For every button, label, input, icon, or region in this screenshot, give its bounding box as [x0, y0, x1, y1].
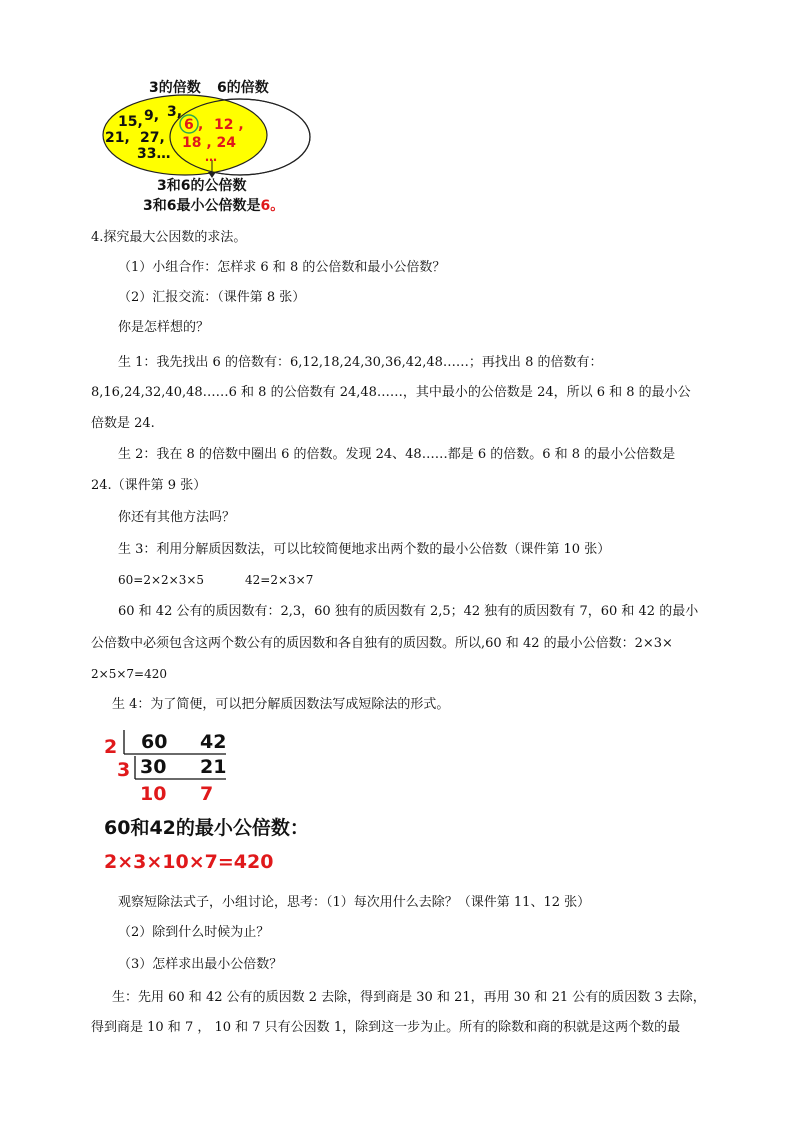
paragraph-line: 4.探究最大公因数的求法。: [91, 230, 247, 245]
dividend-a1: 60: [141, 731, 168, 753]
paragraph-line: 生 2：我在 8 的倍数中圈出 6 的倍数。发现 24、48……都是 6 的倍数。6 和 8 的最小公倍数是: [118, 447, 676, 462]
venn-left-number: 9,: [144, 108, 160, 124]
quotient-2: 7: [200, 783, 214, 805]
venn-label-left: 3的倍数: [149, 80, 201, 96]
venn-left-number: 3,: [167, 104, 183, 120]
paragraph-line: 你是怎样想的？: [118, 320, 210, 335]
venn-label-right: 6的倍数: [217, 80, 269, 96]
paragraph-line: 你还有其他方法吗？: [118, 510, 236, 525]
paragraph-line: 生 3：利用分解质因数法，可以比较简便地求出两个数的最小公倍数（课件第 10 张）: [118, 542, 611, 557]
dividend-a2: 30: [140, 756, 167, 778]
lcm-formula: 2×3×10×7=420: [104, 851, 274, 873]
paragraph-line: （2）除到什么时候为止？: [118, 925, 270, 940]
divisor-1: 2: [104, 736, 118, 758]
factorization-42: 42=2×3×7: [245, 573, 314, 587]
venn-caption-lcm-value: 6。: [260, 198, 285, 214]
paragraph-line: （1）小组合作：怎样求 6 和 8 的公倍数和最小公倍数？: [118, 260, 446, 275]
venn-left-number: 27,: [140, 130, 165, 146]
paragraph-line: （3）怎样求出最小公倍数？: [118, 957, 283, 972]
divisor-2: 3: [117, 759, 131, 781]
paragraph-line: 倍数是 24.: [91, 416, 155, 431]
paragraph-line: 8,16,24,32,40,48……6 和 8 的公倍数有 24,48……，其中最小的公倍数是 24，所以 6 和 8 的最小公: [91, 385, 691, 400]
paragraph-line: 得到商是 10 和 7 ， 10 和 7 只有公因数 1，除到这一步为止。所有的除数和商的积就是这两个数的最: [91, 1020, 681, 1035]
factorization-60: 60=2×2×3×5: [118, 573, 205, 587]
venn-common-number: ,: [198, 117, 204, 133]
paragraph-line: 60 和 42 公有的质因数有：2,3，60 独有的质因数有 2,5；42 独有的质因数有 7，60 和 42 的最小: [118, 604, 699, 619]
venn-common-number: 12 ,: [214, 117, 244, 133]
quotient-1: 10: [140, 783, 167, 805]
paragraph-line: 观察短除法式子，小组讨论，思考：（1）每次用什么去除？（课件第 11、12 张）: [118, 895, 591, 910]
venn-left-number: 21,: [105, 130, 130, 146]
paragraph-line: 生 4：为了简便，可以把分解质因数法写成短除法的形式。: [112, 697, 450, 712]
paragraph-line: 2×5×7=420: [91, 667, 167, 681]
short-division: [100, 728, 250, 810]
venn-common-number: 18 , 24: [182, 135, 237, 151]
venn-diagram: [100, 78, 320, 218]
dividend-b2: 21: [200, 756, 227, 778]
lcm-heading: 60和42的最小公倍数：: [104, 817, 309, 839]
venn-caption-common: 3和6的公倍数: [157, 178, 247, 194]
venn-left-number: 15,: [118, 114, 143, 130]
dividend-b1: 42: [200, 731, 227, 753]
venn-left-number: 33…: [137, 146, 171, 162]
venn-common-number: …: [205, 150, 217, 164]
paragraph-line: （2）汇报交流：（课件第 8 张）: [118, 290, 306, 305]
venn-caption-lcm: [143, 198, 284, 214]
venn-common-number: 6: [184, 117, 194, 133]
paragraph-line: 24.（课件第 9 张）: [91, 478, 207, 493]
paragraph-line: 生 1：我先找出 6 的倍数有：6,12,18,24,30,36,42,48……；再找出 8 的倍数有：: [118, 355, 603, 370]
paragraph-line: 公倍数中必须包含这两个数公有的质因数和各自独有的质因数。所以,60 和 42 的最小公倍数：2×3×: [91, 636, 673, 651]
paragraph-line: 生：先用 60 和 42 公有的质因数 2 去除，得到商是 30 和 21，再用 30 和 21 公有的质因数 3 去除，: [112, 990, 706, 1005]
venn-caption-lcm-prefix: 3和6最小公倍数是: [143, 198, 261, 214]
